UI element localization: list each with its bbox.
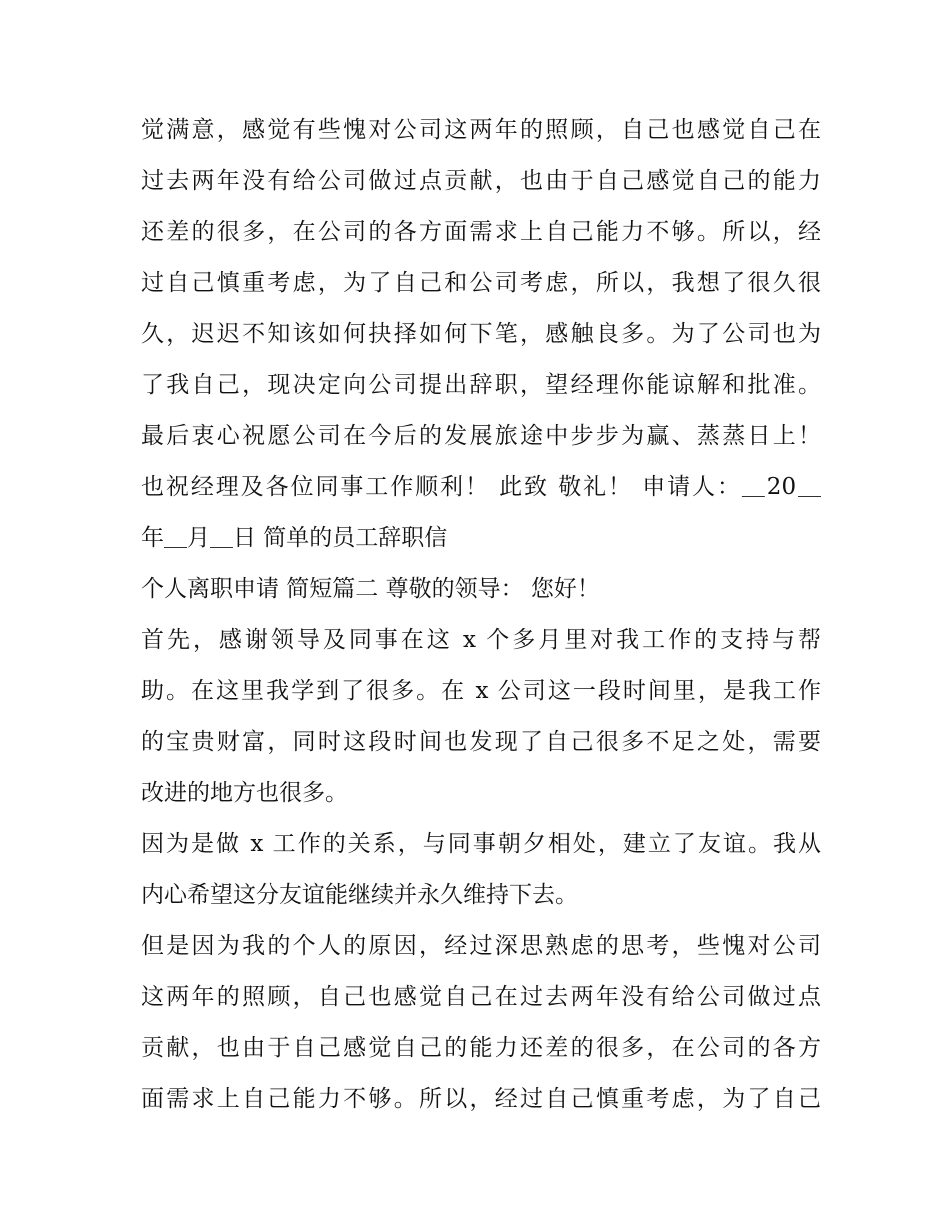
text-line: 但是因为我的个人的原因，经过深思熟虑的思考，些愧对公司 — [141, 933, 821, 959]
text-line: 年＿月＿日 简单的员工辞职信 — [141, 525, 448, 551]
text-line: 改进的地方也很多。 — [141, 780, 348, 806]
body-text — [141, 105, 821, 1125]
text-line: 过去两年没有给公司做过点贡献，也由于自己感觉自己的能力 — [141, 168, 821, 194]
text-line: 面需求上自己能力不够。所以，经过自己慎重考虑，为了自己 — [141, 1086, 821, 1112]
text-line: 了我自己，现决定向公司提出辞职，望经理你能谅解和批准。 — [141, 372, 821, 398]
text-line: 这两年的照顾，自己也感觉自己在过去两年没有给公司做过点 — [141, 984, 821, 1010]
text-line: 贡献，也由于自己感觉自己的能力还差的很多，在公司的各方 — [141, 1035, 821, 1061]
text-line: 过自己慎重考虑，为了自己和公司考虑，所以，我想了很久很 — [141, 270, 821, 296]
text-line: 也祝经理及各位同事工作顺利！ 此致 敬礼！ 申请人：＿20＿ — [141, 474, 821, 500]
text-line: 还差的很多，在公司的各方面需求上自己能力不够。所以，经 — [141, 219, 821, 245]
text-line: 助。在这里我学到了很多。在 x 公司这一段时间里，是我工作 — [141, 678, 821, 704]
text-line: 个人离职申请 简短篇二 尊敬的领导： 您好！ — [141, 576, 600, 602]
text-line: 首先，感谢领导及同事在这 x 个多月里对我工作的支持与帮 — [141, 627, 821, 653]
text-line: 久，迟迟不知该如何抉择如何下笔，感触良多。为了公司也为 — [141, 321, 821, 347]
text-line: 最后衷心祝愿公司在今后的发展旅途中步步为赢、蒸蒸日上！ — [141, 423, 821, 449]
text-line: 的宝贵财富，同时这段时间也发现了自己很多不足之处，需要 — [141, 729, 821, 755]
text-line: 内心希望这分友谊能继续并永久维持下去。 — [141, 882, 578, 908]
text-line: 因为是做 x 工作的关系，与同事朝夕相处，建立了友谊。我从 — [141, 831, 821, 857]
text-line: 觉满意，感觉有些愧对公司这两年的照顾，自己也感觉自己在 — [141, 117, 821, 143]
